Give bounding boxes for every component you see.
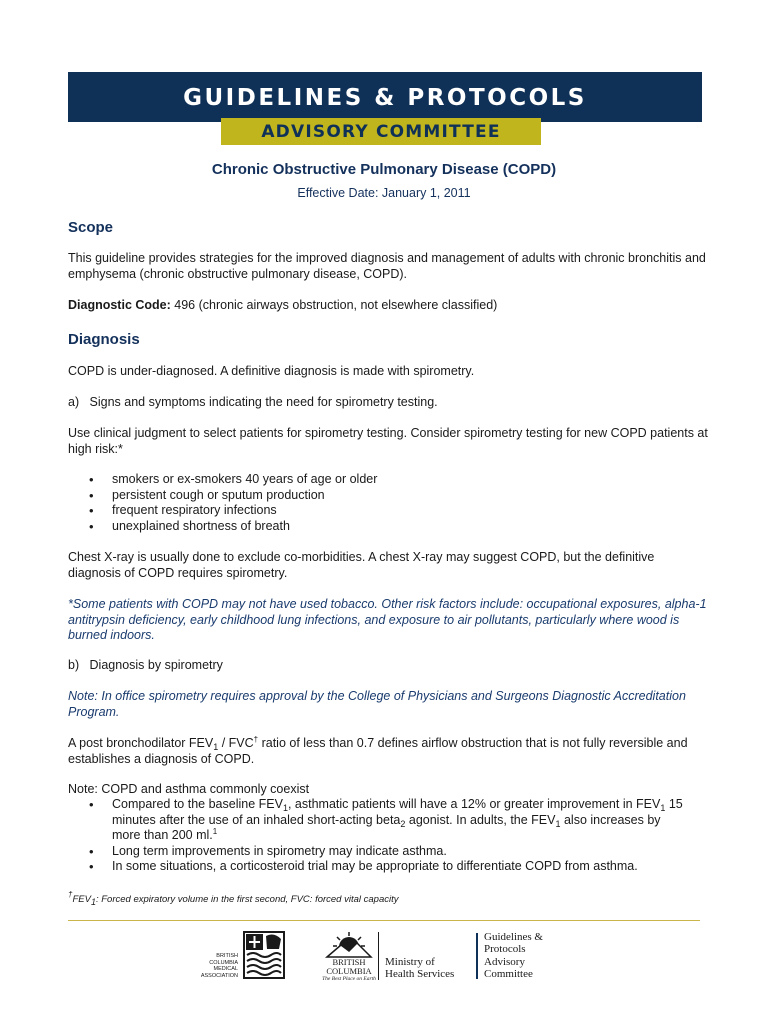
reference-superscript: 1 [212,827,218,836]
banner-subtitle: ADVISORY COMMITTEE [261,122,501,142]
scope-heading: Scope [68,219,114,236]
bc-wordmark [317,958,381,975]
list-item: • unexplained shortness of breath [89,519,689,535]
diagnosis-heading: Diagnosis [68,331,140,348]
bcma-crest-icon [243,931,285,979]
gpac-line: Guidelines & [484,931,543,943]
document-title: Chronic Obstructive Pulmonary Disease (COPD) [211,161,557,178]
scope-paragraph: This guideline provides strategies for the improved diagnosis and management of adults with chronic bronchitis and emphysema (chronic obstructive pulmonary disease, COPD). [68,251,706,281]
sun-mountain-icon [323,929,375,959]
clinical-judgment-paragraph: Use clinical judgment to select patients for spirometry testing. Consider spirometry testing for new COPD patients at high risk:* [68,426,708,456]
effective-date: Effective Date: January 1, 2011 [297,186,471,200]
list-item: • frequent respiratory infections [89,503,689,519]
ministry-line: Ministry of [385,956,435,968]
diagnosis-intro: COPD is under-diagnosed. A definitive diagnosis is made with spirometry. [68,364,475,378]
bullet-text: also increases by more than 200 ml. [112,812,661,842]
bullet-text: , asthmatic patients will have a 12% or greater improvement in FEV [287,797,661,811]
coexist-note: Note: COPD and asthma commonly coexist [68,782,310,796]
bc-tagline: The Best Place on Earth [322,976,376,982]
ministry-line: Health Services [385,968,455,980]
risk-bullet-list [89,472,689,534]
gpac-line: Advisory [484,955,525,968]
list-item [89,797,684,844]
diagnostic-code [68,298,708,314]
footnote [68,890,399,907]
ratio-text: / FVC [218,736,254,750]
gpac-bar [476,933,478,979]
logo-divider [378,932,379,980]
bc-line: BRITISH [332,957,366,967]
bcma-line: ASSOCIATION [200,972,238,979]
footnote-subscript: 1 [90,897,96,907]
list-item: • persistent cough or sputum production [89,488,689,504]
diagnostic-code-label: Diagnostic Code: [68,298,171,312]
ministry-name [385,956,454,980]
subscript: 1 [282,803,288,813]
section-a-heading: a) Signs and symptoms indicating the need for spirometry testing. [68,395,438,409]
header-banner [68,72,702,122]
bullet-text: agonist. In adults, the FEV [405,812,556,827]
list-item: • In some situations, a corticosteroid trial may be appropriate to differentiate COPD from asthma. [89,859,684,875]
bullet-text: Compared to the baseline FEV [112,797,283,811]
spirometry-note: Note: In office spirometry requires approval by the College of Physicians and Surgeons Diagnostic Accreditation Program. [68,689,686,719]
footnote-text: : Forced expiratory volume in the first second, FVC: forced vital capacity [95,894,399,905]
diagnostic-code-text: 496 (chronic airways obstruction, not elsewhere classified) [170,298,498,312]
section-b-heading: b) Diagnosis by spirometry [68,658,223,672]
chest-xray-paragraph: Chest X-ray is usually done to exclude co-morbidities. A chest X-ray may suggest COPD, but the definitive diagnosis of COPD requires spirometry. [68,550,655,580]
ratio-dagger: † [253,735,259,744]
bc-line: COLUMBIA [326,965,372,976]
subscript: 1 [555,818,561,829]
gpac-line: Committee [484,967,533,980]
bcma-line: COLUMBIA [209,959,238,966]
gpac-line: Protocols [484,943,526,956]
list-item: • smokers or ex-smokers 40 years of age or older [89,472,689,488]
ratio-paragraph [68,736,708,767]
footnote-text: FEV [72,894,91,905]
footer-divider [68,920,700,921]
ratio-text: A post bronchodilator FEV [68,736,214,750]
subscript: 2 [400,818,406,829]
risk-factors-note: *Some patients with COPD may not have used tobacco. Other risk factors include: occupational exposures, alpha-1 antitrypsin deficiency, early childhood lung infections, and exposure to air pollutants, particularly where wood is burned indoors. [68,597,707,642]
bullet-text: 15 minutes after the use of an inhaled short-acting beta [112,797,683,827]
ratio-subscript: 1 [213,742,219,752]
ratio-text: ratio of less than 0.7 defines airflow obstruction that is not fully reversible and establishes a diagnosis of COPD. [68,736,688,766]
footnote-dagger: † [68,890,73,899]
header-sub-banner [221,118,541,145]
list-item: • Long term improvements in spirometry may indicate asthma. [89,844,684,860]
bcma-line: MEDICAL [213,966,238,972]
subscript: 1 [660,803,666,813]
banner-title: GUIDELINES & PROTOCOLS [183,85,587,111]
asthma-bullet-list [89,797,684,875]
bcma-wordmark [190,953,238,979]
gpac-wordmark [484,931,543,980]
bcma-line: BRITISH [216,953,238,959]
